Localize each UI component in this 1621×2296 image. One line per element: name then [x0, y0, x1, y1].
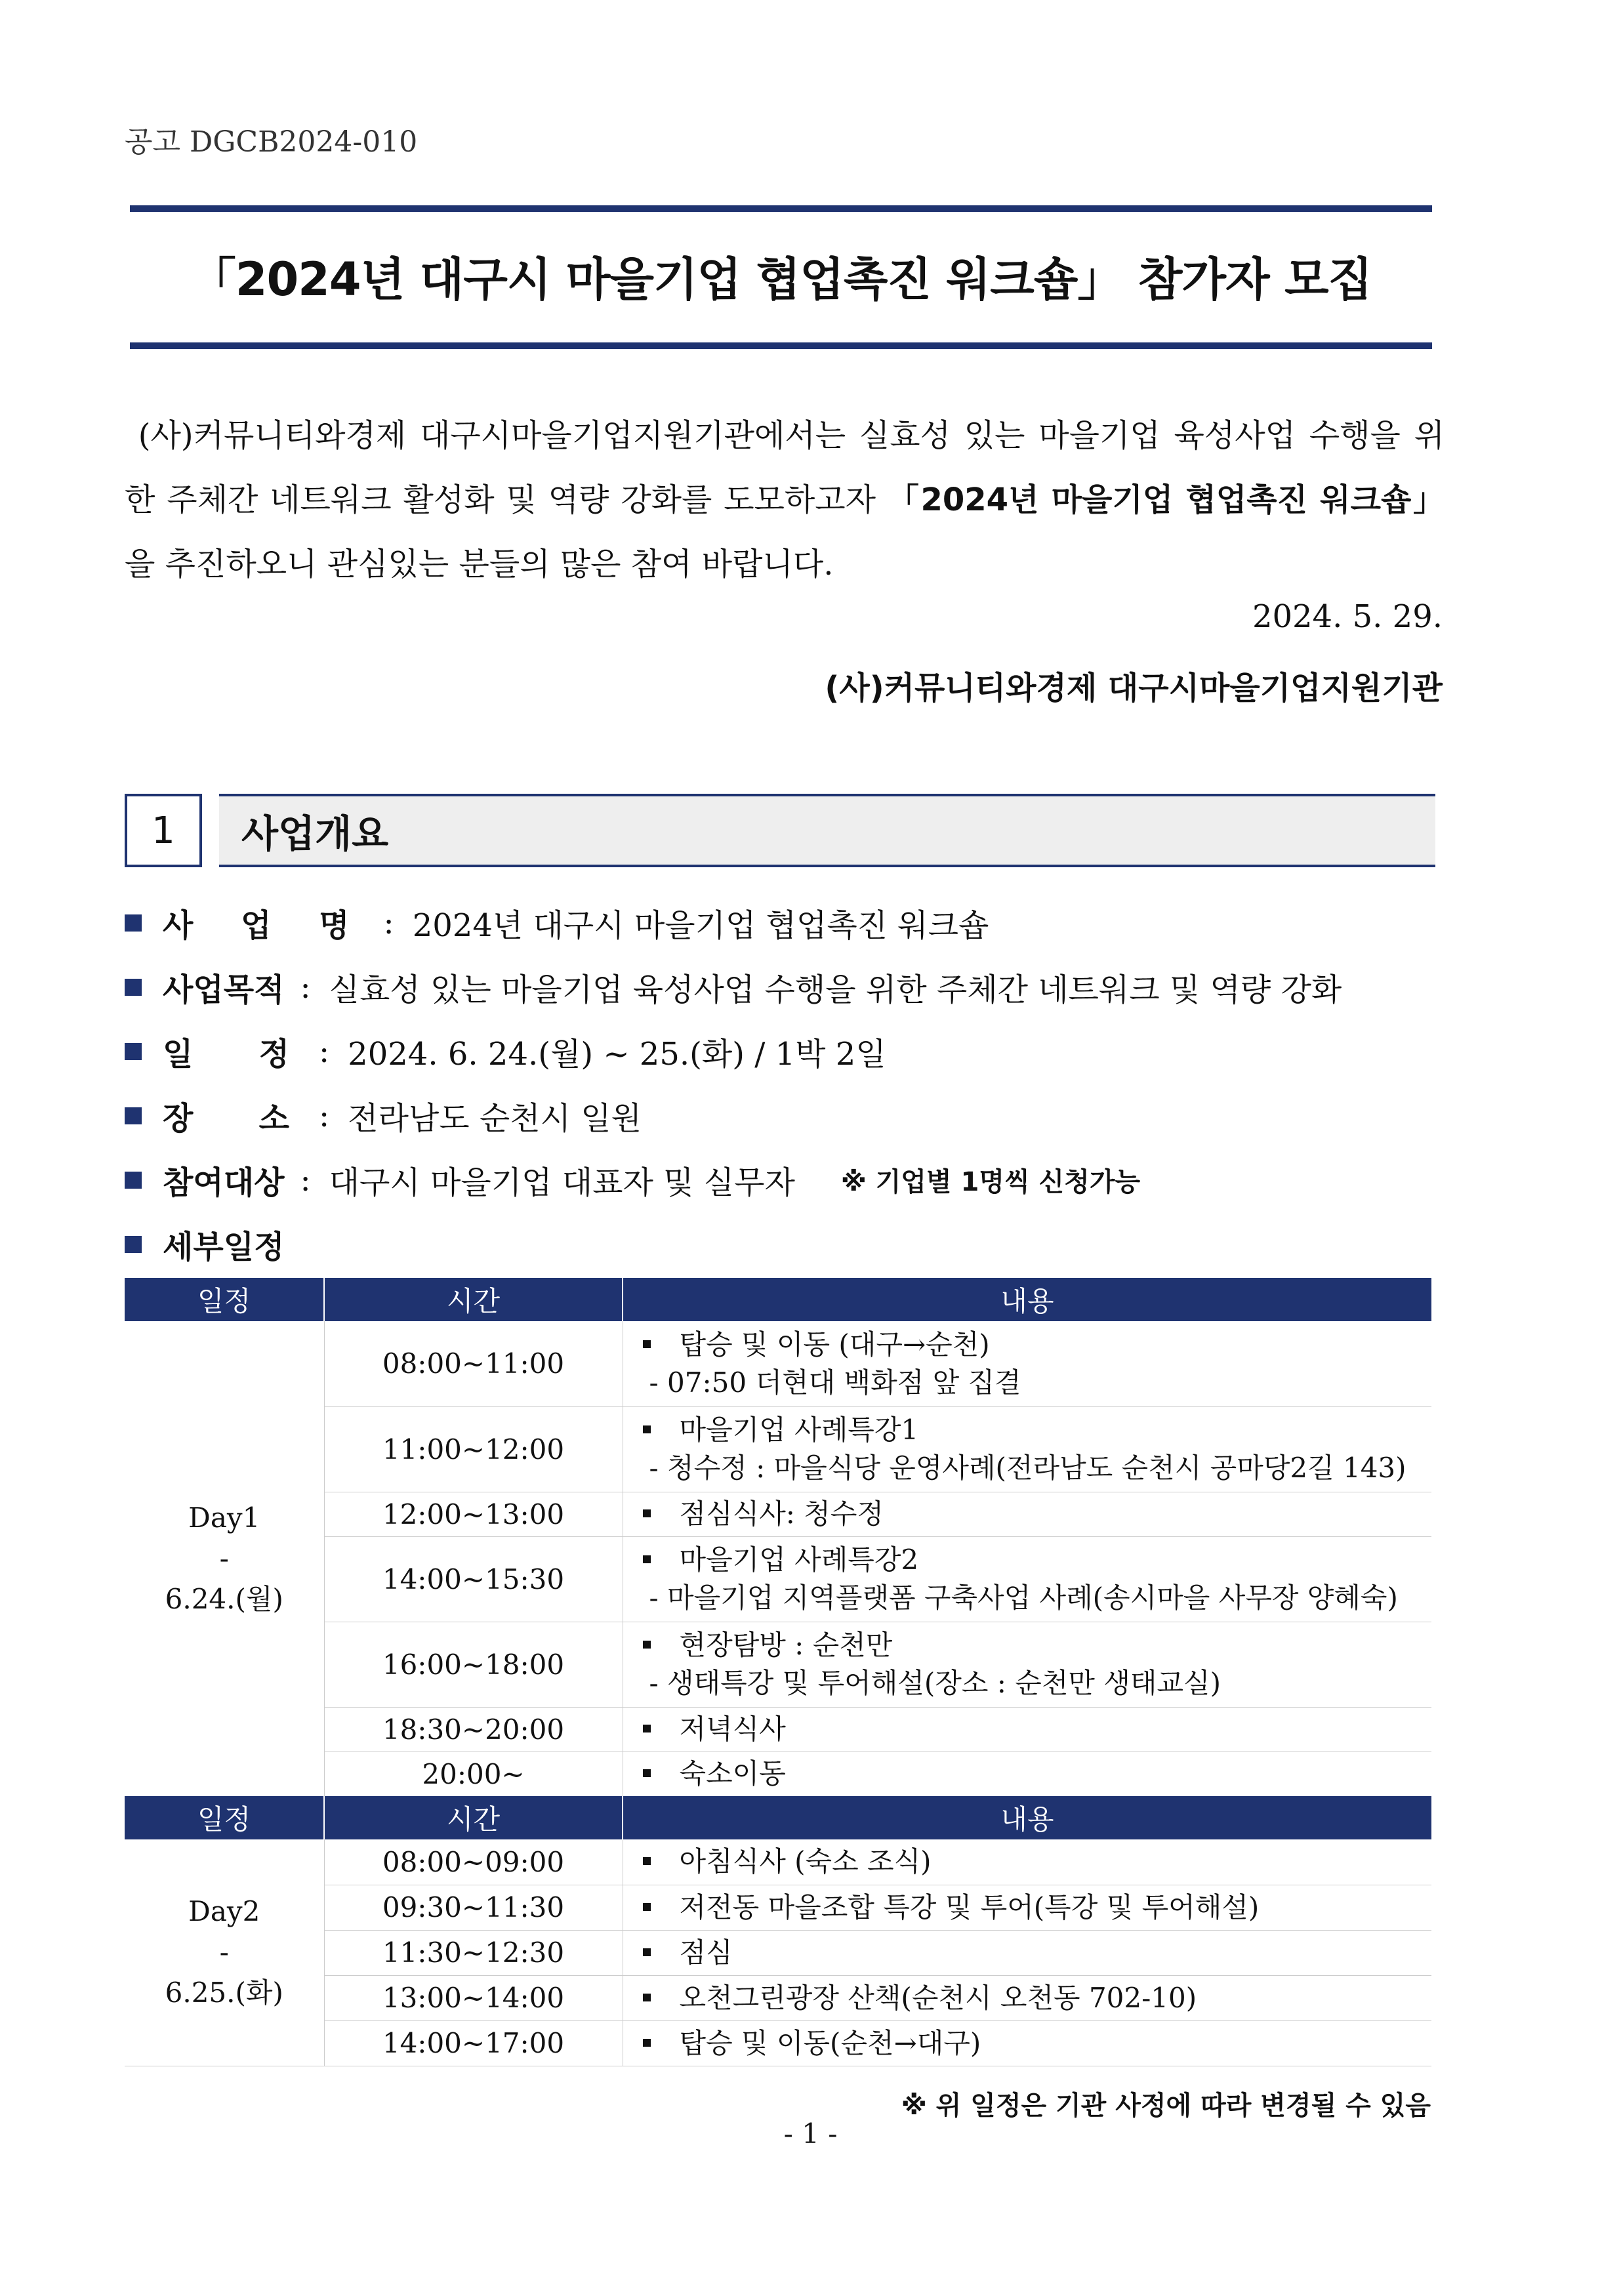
header-content: 내용 — [623, 1278, 1431, 1321]
content-main: 저전동 마을조합 특강 및 투어(특강 및 투어해설) — [679, 1891, 1260, 1923]
section-title: 사업개요 — [219, 794, 1435, 867]
time-cell: 11:30~12:30 — [324, 1930, 623, 1975]
page-number: - 1 - — [783, 2118, 838, 2150]
intro-paragraph — [125, 403, 1445, 596]
overview-item-schedule: 일 정 : 2024. 6. 24.(월) ~ 25.(화) / 1박 2일 — [125, 1029, 886, 1074]
content-cell — [623, 1930, 1431, 1975]
overview-label: 장 소 — [163, 1100, 290, 1137]
square-bullet-icon — [125, 1236, 142, 1253]
day-date: 6.24.(월) — [165, 1582, 283, 1615]
bullet-icon — [643, 1903, 651, 1911]
content-sub: - 생태특강 및 투어해설(장소 : 순천만 생태교실) — [649, 1667, 1221, 1699]
content-cell — [623, 1975, 1431, 2020]
overview-value: 2024년 대구시 마을기업 협업촉진 워크숍 — [412, 907, 989, 944]
schedule-footnote: ※ 위 일정은 기관 사정에 따라 변경될 수 있음 — [901, 2091, 1431, 2121]
content-cell — [623, 1406, 1431, 1492]
bullet-icon — [643, 1509, 651, 1517]
bullet-icon — [643, 1641, 651, 1649]
content-cell — [623, 1839, 1431, 1885]
content-sub: - 청수정 : 마을식당 운영사례(전라남도 순천시 공마당2길 143) — [649, 1452, 1406, 1484]
day-dash: - — [219, 1936, 229, 1969]
notice-date: 2024. 5. 29. — [1252, 598, 1443, 635]
organization-name: (사)커뮤니티와경제 대구시마을기업지원기관 — [825, 670, 1443, 707]
document-title: 「2024년 대구시 마을기업 협업촉진 워크숍」 참가자 모집 — [190, 253, 1372, 306]
square-bullet-icon — [125, 979, 142, 996]
day-cell — [125, 1839, 324, 2066]
day-date: 6.25.(화) — [165, 1977, 283, 2009]
overview-item-purpose: 사업목적 : 실효성 있는 마을기업 육성사업 수행을 위한 주체간 네트워크 및 역량 강화 — [125, 964, 1342, 1010]
content-main: 저녁식사 — [679, 1713, 786, 1745]
bullet-icon — [643, 1857, 651, 1865]
day-dash: - — [219, 1542, 229, 1574]
time-cell: 08:00~11:00 — [324, 1321, 623, 1406]
content-cell — [623, 1707, 1431, 1752]
detail-schedule-label: 세부일정 — [163, 1229, 285, 1265]
square-bullet-icon — [125, 1107, 142, 1124]
target-note: ※ 기업별 1명씩 신청가능 — [840, 1167, 1141, 1197]
table-header-row — [125, 1796, 1431, 1839]
content-main: 탑승 및 이동 (대구→순천) — [679, 1328, 990, 1361]
time-cell: 12:00~13:00 — [324, 1492, 623, 1536]
content-cell — [623, 2020, 1431, 2066]
header-time: 시간 — [324, 1796, 623, 1839]
header-content: 내용 — [623, 1796, 1431, 1839]
intro-text-before: (사)커뮤니티와경제 대구시마을기업지원기관에서는 실효성 있는 마을기업 육성사업 수행을 위한 주체간 네트워크 활성화 및 역량 강화를 도모하고자 — [125, 417, 1445, 518]
content-cell — [623, 1321, 1431, 1406]
content-cell — [623, 1536, 1431, 1622]
notice-number: 공고 DGCB2024-010 — [125, 125, 418, 159]
bullet-icon — [643, 1340, 651, 1348]
overview-label: 사 업 명 — [163, 907, 368, 944]
content-cell — [623, 1752, 1431, 1796]
section-number: 1 — [125, 794, 202, 867]
schedule-table-day1 — [125, 1278, 1431, 1797]
schedule-table-day2 — [125, 1796, 1431, 2066]
content-main: 아침식사 (숙소 조식) — [679, 1845, 932, 1878]
header-time: 시간 — [324, 1278, 623, 1321]
bullet-icon — [643, 1725, 651, 1732]
content-cell — [623, 1885, 1431, 1930]
content-main: 마을기업 사례특강1 — [679, 1414, 919, 1446]
header-day: 일정 — [125, 1278, 324, 1321]
detail-schedule-heading — [125, 1221, 284, 1267]
content-cell — [623, 1492, 1431, 1536]
bullet-icon — [643, 1555, 651, 1563]
intro-text-after: 을 추진하오니 관심있는 분들의 많은 참여 바랍니다. — [125, 546, 834, 583]
content-main: 숙소이동 — [679, 1757, 786, 1790]
bullet-icon — [643, 1948, 651, 1956]
time-cell: 20:00~ — [324, 1752, 623, 1796]
time-cell: 09:30~11:30 — [324, 1885, 623, 1930]
time-cell: 14:00~15:30 — [324, 1536, 623, 1622]
header-day: 일정 — [125, 1796, 324, 1839]
content-main: 점심 — [679, 1936, 733, 1969]
square-bullet-icon — [125, 1043, 142, 1060]
overview-value: 대구시 마을기업 대표자 및 실무자 — [329, 1164, 795, 1201]
overview-label: 일 정 — [163, 1036, 290, 1073]
content-cell — [623, 1622, 1431, 1707]
overview-value: 실효성 있는 마을기업 육성사업 수행을 위한 주체간 네트워크 및 역량 강화 — [329, 972, 1342, 1008]
bullet-icon — [643, 1994, 651, 2001]
bullet-icon — [643, 1425, 651, 1433]
content-main: 마을기업 사례특강2 — [679, 1544, 919, 1576]
overview-value: 2024. 6. 24.(월) ~ 25.(화) / 1박 2일 — [348, 1036, 886, 1073]
bullet-icon — [643, 1769, 651, 1777]
content-sub: - 마을기업 지역플랫폼 구축사업 사례(송시마을 사무장 양혜숙) — [649, 1582, 1398, 1614]
intro-bold-title: 「2024년 마을기업 협업촉진 워크숍」 — [887, 482, 1445, 518]
table-row — [125, 1321, 1431, 1406]
day-label: Day1 — [188, 1501, 260, 1534]
time-cell: 08:00~09:00 — [324, 1839, 623, 1885]
content-sub: - 07:50 더현대 백화점 앞 집결 — [649, 1366, 1021, 1399]
content-main: 오천그린광장 산책(순천시 오천동 702-10) — [679, 1981, 1197, 2014]
time-cell: 14:00~17:00 — [324, 2020, 623, 2066]
day-label: Day2 — [188, 1895, 260, 1928]
content-main: 현장탐방 : 순천만 — [679, 1629, 893, 1661]
table-row — [125, 1839, 1431, 1885]
content-main: 탑승 및 이동(순천→대구) — [679, 2026, 981, 2059]
square-bullet-icon — [125, 1172, 142, 1189]
overview-label: 사업목적 — [163, 972, 285, 1008]
content-main: 점심식사: 청수정 — [679, 1498, 884, 1530]
day-cell — [125, 1321, 324, 1796]
overview-item-target: 참여대상 : 대구시 마을기업 대표자 및 실무자 ※ 기업별 1명씩 신청가능 — [125, 1157, 1140, 1202]
time-cell: 18:30~20:00 — [324, 1707, 623, 1752]
overview-item-name: 사 업 명 : 2024년 대구시 마을기업 협업촉진 워크숍 — [125, 900, 989, 945]
time-cell: 16:00~18:00 — [324, 1622, 623, 1707]
bullet-icon — [643, 2039, 651, 2047]
table-header-row — [125, 1278, 1431, 1321]
overview-item-location: 장 소 : 전라남도 순천시 일원 — [125, 1093, 642, 1138]
time-cell: 11:00~12:00 — [324, 1406, 623, 1492]
time-cell: 13:00~14:00 — [324, 1975, 623, 2020]
overview-label: 참여대상 — [163, 1164, 285, 1201]
square-bullet-icon — [125, 914, 142, 932]
title-bottom-rule — [130, 342, 1432, 349]
overview-value: 전라남도 순천시 일원 — [348, 1100, 642, 1137]
title-top-rule — [130, 205, 1432, 212]
